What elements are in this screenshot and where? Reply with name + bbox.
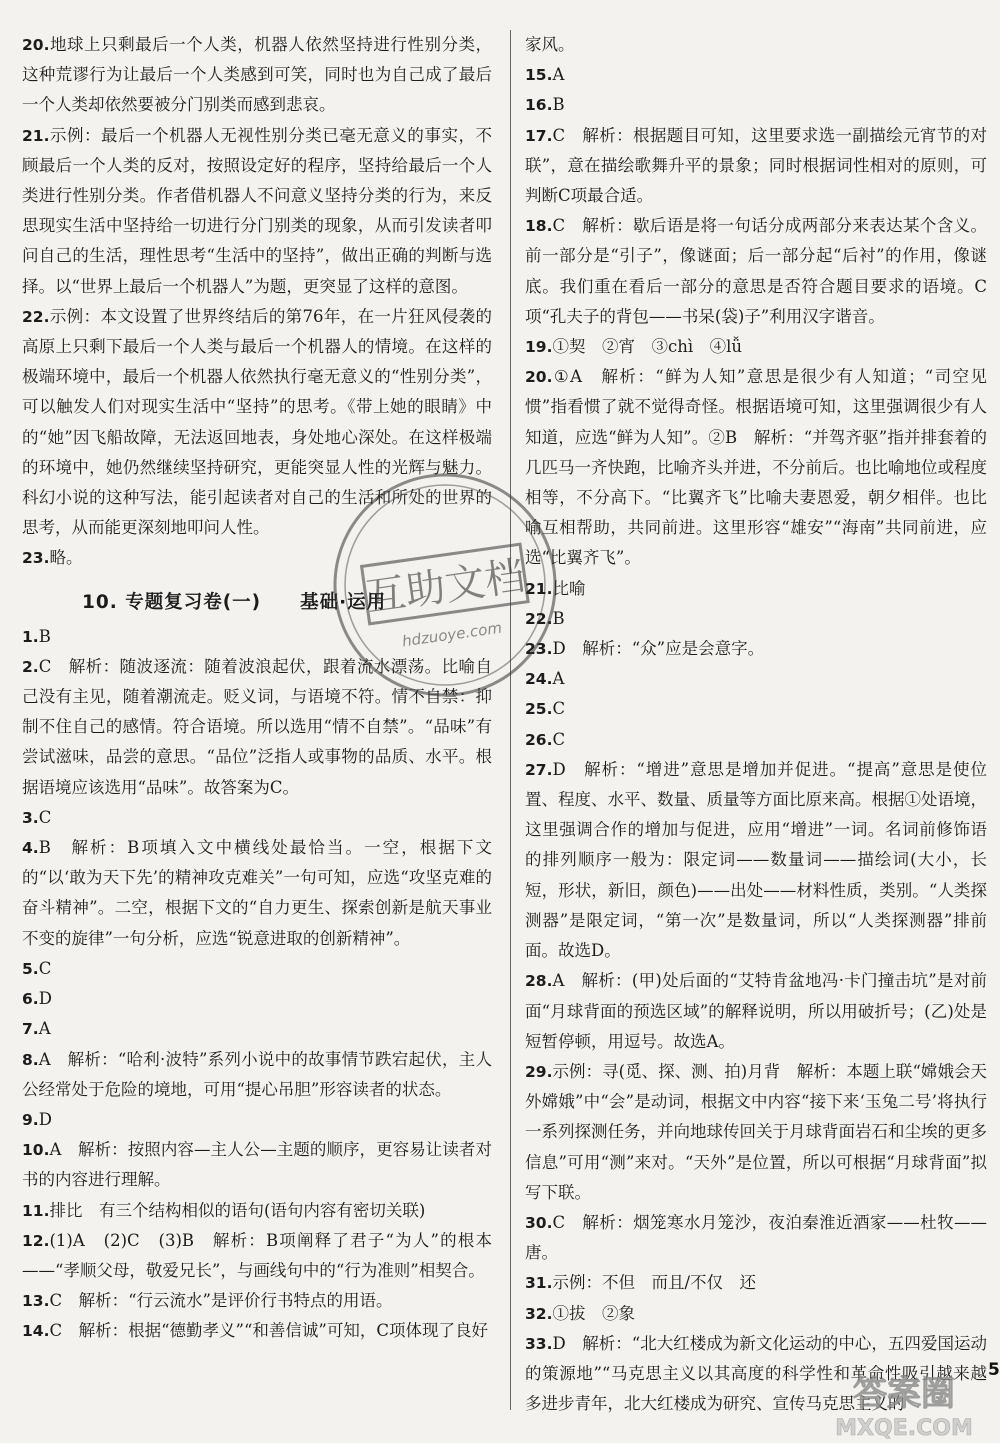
answer-number: 22. [525, 609, 553, 628]
answer-text: C [38, 807, 52, 827]
answer-number: 9. [22, 1110, 39, 1129]
answer-item [525, 60, 987, 90]
answer-number: 30. [525, 1213, 553, 1232]
answer-item [525, 332, 987, 362]
answer-number: 27. [525, 760, 553, 779]
answer-text: B [38, 626, 51, 646]
answer-text: 示例：本文设置了世界终结后的第76年，在一片狂风侵袭的高原上只剩下最后一个人类与最后一个机器人的情境。在这样的极端环境中，最后一个机器人依然执行毫无意义的“性别分类”，可以触发人们对现实生活中“坚持”的思考。《带上她的眼睛》中的“她”因飞船故障，无法返回地表，身处地心深处。在这样极端的环境中，她仍然继续坚持研究，更能突显人性的光辉与魅力。科幻小说的这种写法，能引起读者对自己的生活和所处的世界的思考，从而能更深刻地叩问人性。 [22, 306, 492, 538]
answer-number: 3. [22, 808, 39, 827]
column-divider [510, 30, 511, 1410]
answer-text: D 解析：“增进”意思是增加并促进。“提高”意思是使位置、程度、水平、数量、质量等方面比原来高。根据①处语境，这里强调合作的增加与促进，应用“增进”一词。名词前修饰语的排列顺序一般为：限定词——数量词——描绘词(大小，长短，形状，新旧，颜色)——出处——材料性质，类别。“人类探测器”是限定词，“第一次”是数量词，所以“人类探测器”排前面。故选D。 [525, 759, 987, 961]
answer-item [525, 362, 987, 573]
answer-item [525, 121, 987, 212]
right-column [525, 30, 987, 1419]
answer-text: B [552, 608, 565, 628]
answer-text: C 解析：根据“德勤孝义”“和善信诚”可知，C项体现了良好 [49, 1321, 488, 1341]
answer-number: 20. [525, 368, 553, 387]
answer-text: A 解析：(甲)处后面的“艾特肯盆地冯·卡门撞击坑”是对前面“月球背面的预选区域”的解释说明，所以用破折号；(乙)处是短暂停顿，用逗号。故选A。 [525, 971, 987, 1051]
answer-item [525, 1208, 987, 1268]
answer-text: A [552, 65, 565, 85]
answer-text: 示例：最后一个机器人无视性别分类已毫无意义的事实，不顾最后一个人类的反对，按照设定好的程序，坚持给最后一个人类进行性别分类。作者借机器人不问意义坚持分类的行为，来反思现实生活中坚持给一切进行分门别类的现象，从而引发读者叩问自己的生活，理性思考“生活中的坚持”，做出正确的判断与选择。以“世界上最后一个机器人”为题，更突显了这样的意图。 [22, 125, 492, 296]
answer-item [525, 574, 987, 604]
answer-item [525, 966, 987, 1057]
answer-item [22, 803, 492, 833]
answer-number: 6. [22, 990, 39, 1009]
answer-item [525, 1057, 987, 1208]
answer-item [22, 302, 492, 544]
answer-number: 17. [525, 126, 553, 145]
answer-text: 示例：寻(觅、探、测、拍)月背 解析：本题上联“嫦娥会天外嫦娥”中“会”是动词，根据文中内容“接下来‘玉兔二号’将执行一系列探测任务，并向地球传回关于月球背面岩石和尘埃的更多信息”可用“测”来对。“天外”是位置，所以可根据“月球背面”拟写下联。 [525, 1061, 987, 1202]
answer-item [22, 1286, 492, 1316]
watermark-url: MXQE.COM [835, 1416, 973, 1441]
answer-item [525, 755, 987, 966]
answer-item [22, 1316, 492, 1346]
answer-item [525, 30, 987, 60]
answer-number: 29. [525, 1062, 553, 1081]
stamp-text: 互助文档 [362, 553, 528, 621]
answer-text: A 解析：“哈利·波特”系列小说中的故事情节跌宕起伏，主人公经常处于危险的境地，可用“提心吊胆”形容读者的状态。 [22, 1049, 492, 1099]
answer-number: 16. [525, 96, 553, 115]
answer-item [525, 1268, 987, 1298]
answer-number: 14. [22, 1322, 50, 1341]
answer-text: C 解析：“行云流水”是评价行书特点的用语。 [49, 1291, 393, 1311]
answer-number: 11. [22, 1201, 50, 1220]
answer-text: C 解析：歇后语是将一句话分成两部分来表达某个含义。前一部分是“引子”，像谜面；后一部分起“后衬”的作用，像谜底。我们重在看后一部分的意思是否符合题目要求的语境。C项“孔夫子的背包——书呆(袋)子”利用汉字谐音。 [525, 216, 987, 326]
answer-number: 2. [22, 657, 39, 676]
answer-number: 13. [22, 1292, 50, 1311]
stamp-url: hdzuoye.com [400, 618, 503, 651]
answer-text: ①契 ②宵 ③chì ④lǚ [552, 337, 743, 357]
answer-item [22, 30, 492, 121]
answer-text: C [552, 729, 566, 749]
left-column [22, 30, 492, 1347]
answer-number: 1. [22, 627, 39, 646]
answer-item [525, 1299, 987, 1329]
answer-number: 19. [525, 338, 553, 357]
answer-text: 地球上只剩最后一个人类，机器人依然坚持进行性别分类，这种荒谬行为让最后一个人类感到可笑，同时也为自己成了最后一个人类却依然要被分门别类而感到悲哀。 [22, 35, 492, 115]
answer-number: 33. [525, 1334, 553, 1353]
answer-item [22, 1196, 492, 1226]
answer-number: 24. [525, 670, 553, 689]
page-number: 5 [988, 1360, 1000, 1380]
watermark-text: 答案圈 [853, 1374, 955, 1414]
answer-item [525, 211, 987, 332]
answer-number: 21. [525, 579, 553, 598]
answer-number: 21. [22, 126, 50, 145]
answer-item [22, 954, 492, 984]
answer-text: C [38, 958, 52, 978]
answer-text: D [38, 989, 52, 1009]
answer-text: C 解析：烟笼寒水月笼沙，夜泊秦淮近酒家——杜牧——唐。 [525, 1212, 987, 1263]
answer-text: B 解析：B项填入文中横线处最恰当。一空，根据下文的“以‘敢为天下先’的精神攻克难关”一句可知，应选“攻坚克难的奋斗精神”。二空，根据下文的“自力更生、探索创新是航天事业不变的旋律”一句分析，应选“锐意进取的创新精神”。 [22, 838, 492, 948]
right-answers [525, 30, 987, 1419]
answer-number: 10. [22, 1141, 50, 1160]
answer-item [22, 1135, 492, 1195]
answer-text: C 解析：随波逐流：随着波浪起伏，跟着流水漂荡。比喻自己没有主见，随着潮流走。贬义词，与语境不符。情不自禁：抑制不住自己的感情。符合语境。所以选用“情不自禁”。“品味”有尝试滋味，品尝的意思。“品位”泛指人或事物的品质、水平。根据语境应该选用“品味”。故答案为C。 [22, 656, 492, 797]
answer-number: 15. [525, 66, 553, 85]
answer-text: 家风。 [525, 35, 575, 54]
answer-text: 排比 有三个结构相似的语句(语句内容有密切关联) [49, 1200, 426, 1220]
answer-text: D 解析：“北大红楼成为新文化运动的中心，五四爱国运动的策源地”“马克思主义以其高度的科学性和革命性吸引越来越多进步青年，北大红楼成为研究、宣传马克思主义的 [525, 1333, 987, 1414]
answer-item [525, 1329, 987, 1420]
answer-number: 20. [22, 36, 50, 54]
answer-item [22, 652, 492, 803]
answer-text: 比喻 [552, 578, 586, 598]
answer-item [525, 694, 987, 724]
answer-number: 12. [22, 1231, 50, 1250]
answer-item [525, 90, 987, 120]
left-answers-top [22, 30, 492, 574]
answer-text: C [552, 699, 566, 719]
answer-text: D 解析：“众”应是会意字。 [552, 639, 765, 659]
answer-item [525, 664, 987, 694]
answer-text: A 解析：按照内容—主人公—主题的顺序，更容易让读者对书的内容进行理解。 [22, 1140, 492, 1190]
answer-number: 26. [525, 730, 553, 749]
answer-item [525, 604, 987, 634]
answer-number: 32. [525, 1304, 553, 1323]
answer-item [22, 121, 492, 302]
answer-text: (1)A (2)C (3)B 解析：B项阐释了君子“为人”的根本——“孝顺父母，敬爱兄长”，与画线句中的“行为准则”相契合。 [22, 1230, 492, 1280]
answer-text: ①A 解析：“鲜为人知”意思是很少有人知道；“司空见惯”指看惯了就不觉得奇怪。根据语境可知，这里强调很少有人知道，应选“鲜为人知”。②B 解析：“并驾齐驱”指并排套着的几匹马一齐快跑，比喻齐头并进，不分前后。也比喻地位或程度相等，不分高下。“比翼齐飞”比喻夫妻恩爱，朝夕相伴。也比喻互相帮助，共同前进。这里形容“雄安”“海南”共同前进，应选“比翼齐飞”。 [525, 367, 987, 568]
answer-number: 5. [22, 959, 39, 978]
answer-item [22, 1105, 492, 1135]
answer-number: 7. [22, 1020, 39, 1039]
answer-text: A [552, 669, 565, 689]
answer-number: 28. [525, 972, 553, 991]
answer-number: 4. [22, 839, 39, 858]
answer-number: 23. [525, 640, 553, 659]
answer-number: 25. [525, 700, 553, 719]
answer-text: C 解析：根据题目可知，这里要求选一副描绘元宵节的对联”，意在描绘歌舞升平的景象；同时根据词性相对的原则，可判断C项最合适。 [525, 125, 987, 206]
answer-item [22, 1014, 492, 1044]
answer-item [22, 1226, 492, 1286]
answer-text: D [38, 1109, 52, 1129]
answer-number: 8. [22, 1050, 39, 1069]
answer-text: ①拔 ②象 [552, 1303, 635, 1323]
answer-item [22, 543, 492, 573]
answer-number: 22. [22, 307, 50, 326]
left-answers-bottom [22, 622, 492, 1347]
answer-item [22, 833, 492, 954]
answer-item [525, 634, 987, 664]
answer-number: 31. [525, 1274, 553, 1293]
answer-number: 18. [525, 217, 553, 236]
answer-text: B [552, 95, 565, 115]
answer-number: 23. [22, 549, 50, 568]
answer-item [22, 1045, 492, 1105]
section-title: 10. 专题复习卷(一) 基础·运用 [82, 591, 387, 613]
answer-text: 示例：不但 而且/不仅 还 [552, 1273, 757, 1293]
answer-item [22, 622, 492, 652]
answer-item [525, 725, 987, 755]
answer-item [22, 984, 492, 1014]
answer-text: 略。 [49, 548, 83, 568]
answer-text: A [38, 1019, 51, 1039]
